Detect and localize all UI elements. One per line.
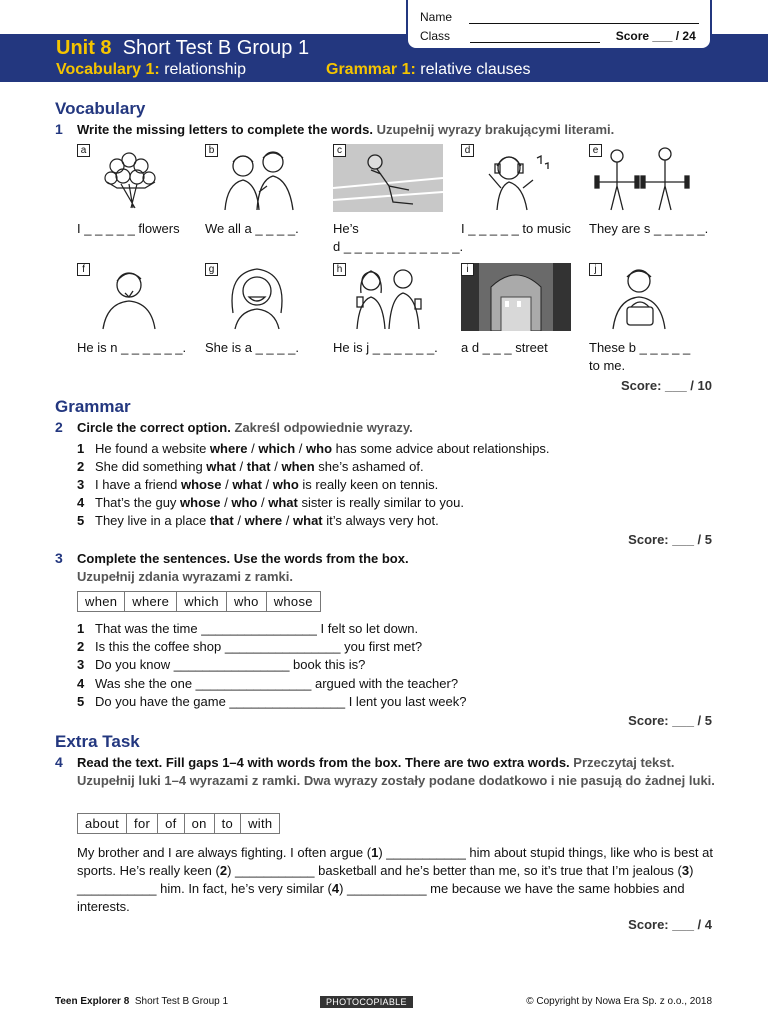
- item-caption: [333, 220, 463, 256]
- item-caption: We all a _ _ _ _.: [205, 221, 299, 236]
- grammar-topic: relative clauses: [420, 61, 531, 78]
- two-friends-icon: [205, 144, 315, 212]
- item-text: has some advice about relationships.: [332, 441, 550, 456]
- footer-test-name: Short Test B Group 1: [134, 996, 229, 1007]
- option[interactable]: when: [281, 459, 315, 474]
- task-number: 1: [55, 121, 63, 137]
- option[interactable]: what: [268, 495, 298, 510]
- student-info-box: [406, 0, 712, 50]
- option[interactable]: who: [306, 441, 333, 456]
- text-segment: ) ___________ him about stupid things, like who is best at sports. He’s really keen (: [77, 845, 713, 878]
- grammar-heading: Grammar: [55, 397, 131, 416]
- name-label: Name: [420, 10, 453, 24]
- word-box-item: which: [177, 592, 227, 611]
- reading-text: [77, 844, 713, 916]
- word-box-item: whose: [273, 594, 313, 609]
- word-box-item: for: [127, 814, 158, 833]
- word-box-item: to: [215, 814, 241, 833]
- option[interactable]: where: [244, 513, 283, 528]
- item-text: Do you know ________________ book this is?: [95, 657, 366, 672]
- list-item: 3 I have a friend whose / what / who is really keen on tennis.: [77, 477, 439, 492]
- list-item: [77, 657, 365, 672]
- item-letter: g: [205, 263, 218, 276]
- item-letter: h: [333, 263, 346, 276]
- item-letter: d: [461, 144, 474, 157]
- item-caption: He is j _ _ _ _ _ _.: [333, 340, 438, 355]
- photocopiable-badge: PHOTOCOPIABLE: [320, 996, 413, 1008]
- item-number: 4: [77, 495, 85, 510]
- option[interactable]: where: [209, 441, 248, 456]
- option[interactable]: what: [293, 513, 323, 528]
- option[interactable]: which: [258, 441, 296, 456]
- item-caption: I _ _ _ _ _ flowers: [77, 221, 180, 236]
- list-item: 5 They live in a place that / where / what it’s always very hot.: [77, 513, 439, 528]
- word-box: [77, 813, 280, 834]
- list-item: 2 She did something what / that / when she’s ashamed of.: [77, 459, 424, 474]
- item-number: 5: [77, 513, 85, 528]
- dark-street-icon: [461, 263, 571, 331]
- option[interactable]: who: [231, 495, 258, 510]
- item-number: 1: [77, 441, 85, 456]
- list-item: 4 That’s the guy whose / who / what sister is really similar to you.: [77, 495, 464, 510]
- caption-line-2: d _ _ _ _ _ _ _ _ _ _ _.: [333, 239, 464, 254]
- word-box-item: where: [125, 592, 177, 611]
- grammar-topic-line: [326, 61, 531, 79]
- score-total: ___ / 24: [652, 29, 696, 43]
- laughing-girl-icon: [205, 263, 315, 331]
- list-item: [77, 621, 418, 636]
- test-title-text: Short Test B Group 1: [122, 37, 310, 59]
- item-text: Do you have the game ________________ I lent you last week?: [95, 694, 467, 709]
- item-letter: a: [77, 144, 90, 157]
- task2-instruction: [77, 419, 413, 437]
- vocabulary-heading: Vocabulary: [55, 99, 146, 118]
- task1-instruction: [77, 121, 614, 139]
- option[interactable]: that: [246, 459, 271, 474]
- item-text: She did something: [95, 459, 207, 474]
- instruction-pl: Zakreśl odpowiednie wyrazy.: [234, 420, 413, 435]
- text-segment: ) ___________ me because we have the same hobbies and interests.: [77, 881, 685, 914]
- word-box-item: of: [158, 814, 184, 833]
- gap-number: 4: [331, 881, 340, 896]
- score-label: Score: [615, 29, 650, 43]
- flowers-bouquet-icon: [77, 144, 187, 212]
- option[interactable]: that: [209, 513, 234, 528]
- vocab-topic: relationship: [164, 61, 247, 78]
- weightlifters-icon: [589, 144, 699, 212]
- task2-score: Score: ___ / 5: [628, 532, 712, 547]
- word-box-item: on: [185, 814, 215, 833]
- item-text: Is this the coffee shop ________________ you first met?: [95, 639, 423, 654]
- item-caption: a d _ _ _ street: [461, 340, 548, 355]
- unit-label: Unit 8: [56, 37, 112, 59]
- item-text: she’s ashamed of.: [314, 459, 424, 474]
- task4-score: Score: ___ / 4: [628, 917, 712, 932]
- item-letter: c: [333, 144, 346, 157]
- caption-line-2: to me.: [589, 358, 626, 373]
- instruction-en: Circle the correct option.: [77, 420, 231, 435]
- item-letter: e: [589, 144, 602, 157]
- item-letter: j: [589, 263, 602, 276]
- text-segment: ) ___________ him. In fact, he’s very similar (: [77, 863, 694, 896]
- list-item: [77, 694, 467, 709]
- instruction-pl: Uzupełnij wyrazy brakującymi literami.: [376, 122, 615, 137]
- option[interactable]: whose: [181, 477, 222, 492]
- gap-number: 1: [371, 845, 379, 860]
- option[interactable]: what: [206, 459, 236, 474]
- task3-score: Score: ___ / 5: [628, 713, 712, 728]
- sad-man-sitting-icon: [333, 144, 443, 212]
- item-number: 4: [77, 676, 85, 691]
- item-caption: They are s _ _ _ _ _.: [589, 221, 709, 236]
- item-letter: b: [205, 144, 218, 157]
- item-text: They live in a place: [95, 513, 210, 528]
- gap-number: 2: [219, 863, 228, 878]
- extra-task-heading: Extra Task: [55, 732, 140, 751]
- class-field[interactable]: [470, 42, 600, 43]
- name-row: [420, 10, 699, 24]
- gap-number: 3: [681, 863, 690, 878]
- class-row: [420, 29, 696, 43]
- item-text: That’s the guy: [95, 495, 181, 510]
- vocab-topic-line: [56, 61, 246, 79]
- option[interactable]: who: [272, 477, 299, 492]
- item-letter: i: [461, 263, 474, 276]
- nervous-man-icon: [77, 263, 187, 331]
- instruction-en: Read the text. Fill gaps 1–4 with words from the box. There are two extra words.: [77, 755, 570, 770]
- task4-instruction: [77, 754, 717, 790]
- item-caption: He is n _ _ _ _ _ _.: [77, 340, 187, 355]
- caption-line-1: These b _ _ _ _ _: [589, 340, 691, 355]
- task1-score: Score: ___ / 10: [620, 378, 712, 393]
- word-box-item: who: [227, 592, 267, 611]
- series-name: Teen Explorer 8: [55, 996, 130, 1007]
- name-field[interactable]: [469, 23, 699, 24]
- instruction-pl: Uzupełnij zdania wyrazami z ramki.: [77, 569, 294, 584]
- item-text: sister is really similar to you.: [297, 495, 464, 510]
- list-item: [77, 676, 458, 691]
- item-text: Was she the one ________________ argued with the teacher?: [95, 676, 459, 691]
- word-box-item: when: [78, 592, 125, 611]
- item-number: 1: [77, 621, 85, 636]
- couple-phones-icon: [333, 263, 443, 331]
- task-number: 3: [55, 550, 63, 566]
- item-number: 2: [77, 459, 85, 474]
- class-label: Class: [420, 29, 451, 43]
- word-box-item: about: [78, 814, 127, 833]
- task-number: 2: [55, 419, 63, 435]
- item-letter: f: [77, 263, 90, 276]
- item-text: it’s always very hot.: [322, 513, 439, 528]
- item-text: I have a friend: [95, 477, 181, 492]
- instruction-pl: Przeczytaj tekst. Uzupełnij luki 1–4 wyrazami z ramki. Dwa wyrazy zostały podane dodatkowo i nie pasują do żadnej luki.: [77, 755, 715, 788]
- option[interactable]: whose: [180, 495, 221, 510]
- task-number: 4: [55, 754, 63, 770]
- item-number: 3: [77, 657, 85, 672]
- girl-headphones-icon: [461, 144, 571, 212]
- item-number: 3: [77, 477, 85, 492]
- item-number: 5: [77, 694, 85, 709]
- list-item: 1 He found a website where / which / who has some advice about relationships.: [77, 441, 550, 456]
- text-segment: My brother and I are always fighting. I often argue (: [77, 845, 372, 860]
- vocab-label: Vocabulary 1:: [56, 61, 160, 78]
- word-box-item: with: [248, 816, 273, 831]
- word-box: [77, 591, 321, 612]
- item-text: He found a website: [95, 441, 210, 456]
- test-title: [56, 37, 309, 60]
- item-caption: She is a _ _ _ _.: [205, 340, 299, 355]
- instruction-en: Write the missing letters to complete the words.: [77, 122, 373, 137]
- list-item: [77, 639, 422, 654]
- item-text: That was the time ________________ I felt so let down.: [95, 621, 419, 636]
- footer-left: [55, 996, 228, 1007]
- man-with-bag-icon: [589, 263, 699, 331]
- text-segment: ) ___________ basketball and he’s better than me, so it’s true that I’m jealous (: [227, 863, 682, 878]
- grammar-label: Grammar 1:: [326, 61, 416, 78]
- item-number: 2: [77, 639, 85, 654]
- caption-line-1: He’s: [333, 221, 359, 236]
- task3-instruction: [77, 550, 409, 586]
- item-caption: [589, 339, 690, 375]
- item-caption: I _ _ _ _ _ to music: [461, 221, 571, 236]
- option[interactable]: what: [232, 477, 262, 492]
- copyright: © Copyright by Nowa Era Sp. z o.o., 2018: [526, 996, 712, 1007]
- item-text: is really keen on tennis.: [298, 477, 439, 492]
- instruction-en: Complete the sentences. Use the words from the box.: [77, 551, 409, 566]
